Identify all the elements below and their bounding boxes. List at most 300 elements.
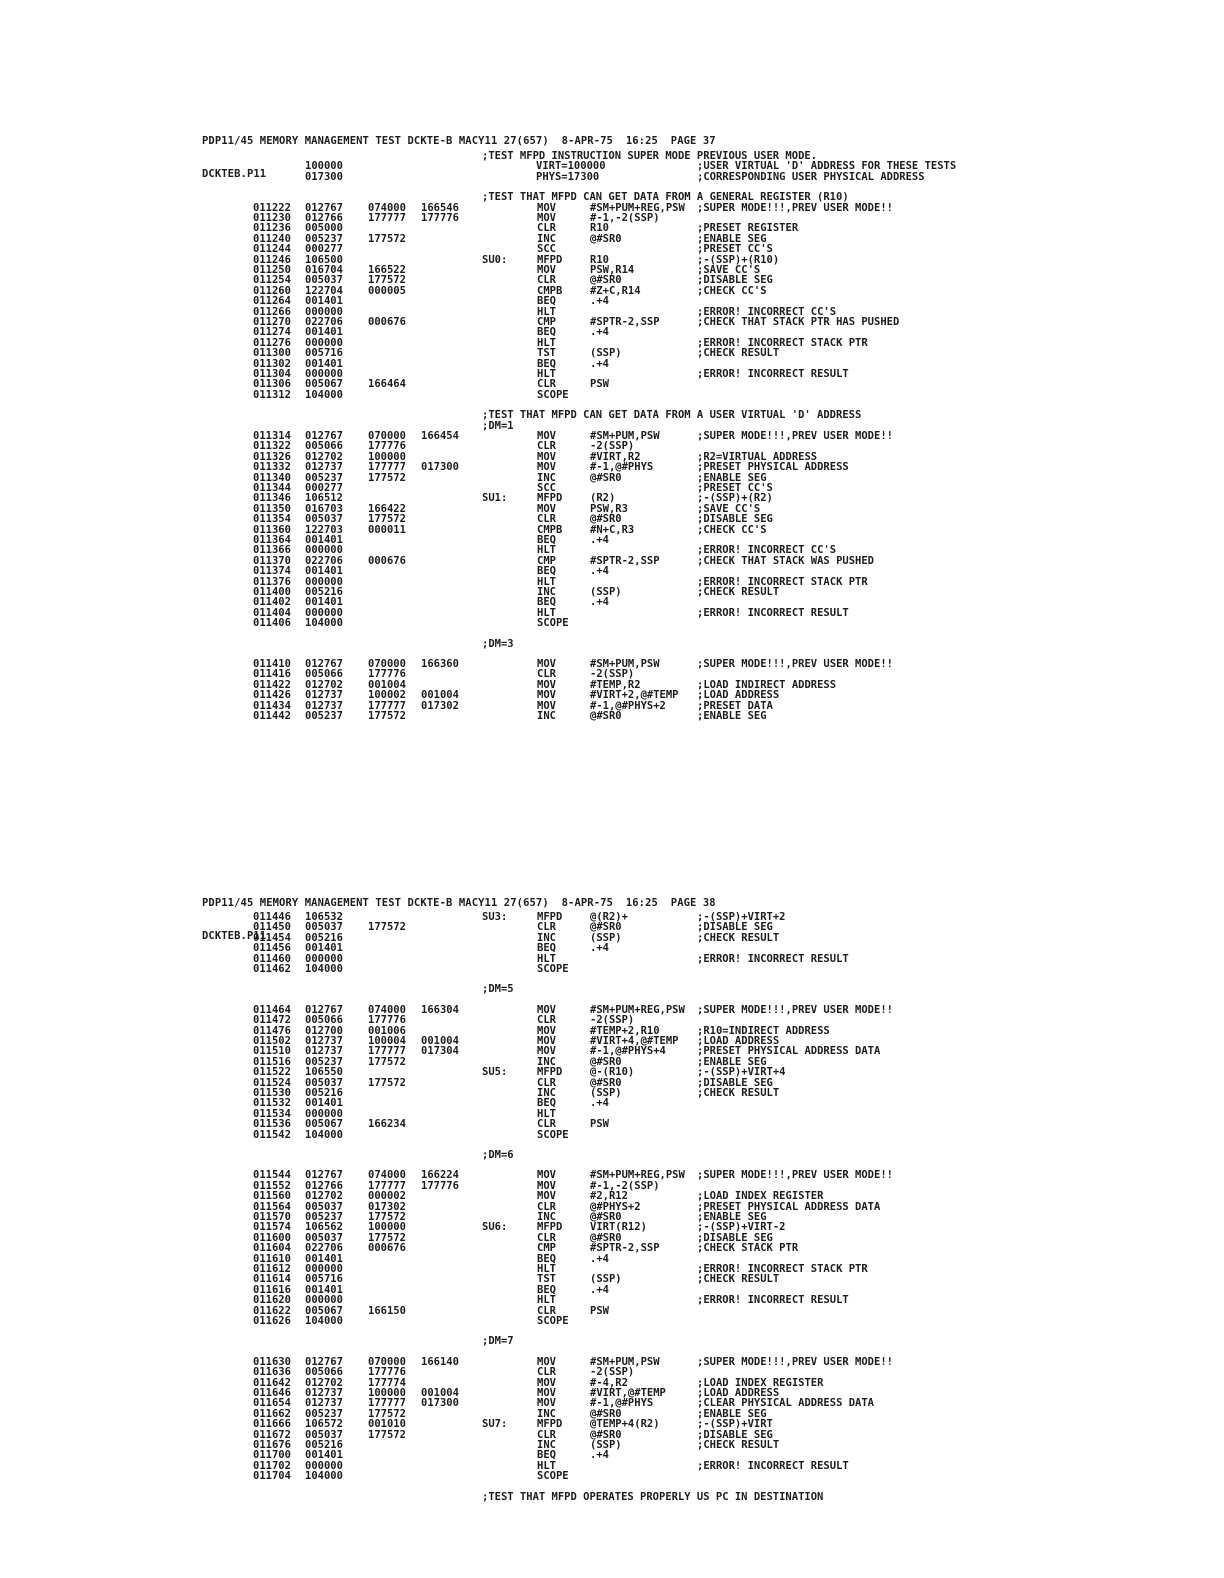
word2-field: 000676 [368,554,406,567]
expression-field: VIRT=100000 [536,160,606,173]
opcode-field: HLT [537,952,556,965]
opcode-field: HLT [537,606,556,619]
word1-field: 012702 [305,1376,343,1389]
operand-field: PSW [590,1118,609,1131]
word2-field: 166522 [368,264,406,276]
location-field: 011636 [253,1366,291,1379]
word2-field: 177572 [368,1231,406,1244]
word1-field: 104000 [305,1315,343,1327]
word2-field: 177572 [368,471,406,484]
word1-field: 106512 [305,492,343,505]
operand-field: #SPTR-2,SSP [590,316,660,328]
opcode-field: MOV [537,1397,556,1410]
comment-field: ;LOAD ADDRESS [697,1387,780,1399]
word2-field: 100000 [368,1387,406,1399]
location-field: 011266 [253,305,291,318]
opcode-field: MOV [537,1045,556,1058]
word1-field: 012737 [305,1035,343,1047]
comment-line [0,1335,1224,1347]
word2-field: 177776 [368,668,406,681]
opcode-field: BEQ [537,357,556,370]
word2-field: 177572 [368,1428,406,1441]
comment-field: ;SAVE CC'S [697,502,761,515]
word1-field: 005716 [305,1273,343,1286]
operand-field: #2,R12 [590,1190,628,1203]
opcode-field: SCOPE [537,1470,569,1483]
opcode-field: BEQ [537,1283,556,1296]
word3-field: 166546 [421,201,459,214]
operand-field: .+4 [590,1097,609,1110]
comment-field: ;CHECK CC'S [697,523,767,536]
operand-field: @#SR0 [590,274,622,287]
opcode-field: SCC [537,482,556,494]
comment-field: ;PRESET PHYSICAL ADDRESS DATA [697,1200,881,1213]
operand-field: #SM+PUM,PSW [590,430,660,442]
comment-field: ;R2=VIRTUAL ADDRESS [697,450,818,463]
opcode-field: MOV [537,1169,556,1182]
opcode-field: CLR [537,440,556,453]
operand-field: #-1,@#PHYS+4 [590,1045,666,1058]
operand-field: @-(R10) [590,1066,635,1079]
word2-field: 100000 [368,450,406,463]
opcode-field: SCOPE [537,1128,569,1141]
opcode-field: MOV [537,264,556,276]
operand-field: @#SR0 [590,1076,622,1089]
opcode-field: CLR [537,1231,556,1244]
word3-field: 166224 [421,1169,459,1182]
opcode-field: CLR [537,668,556,681]
word1-field: 005037 [305,1231,343,1244]
opcode-field: INC [537,1407,556,1420]
word2-field: 177776 [368,440,406,453]
word1-field: 012737 [305,689,343,702]
operand-field: #-1,-2(SSP) [590,212,660,224]
location-field: 011560 [253,1190,291,1203]
operand-field: .+4 [590,942,609,955]
operand-field: #SM+PUM+REG,PSW [590,1003,685,1016]
operand-field: #N+C,R3 [590,523,635,536]
word1-field: 000000 [305,1294,343,1307]
comment-text: ;DM=7 [482,1335,514,1348]
word1-field: 000000 [305,336,343,349]
comment-field: ;-(SSP)+VIRT-2 [697,1221,786,1234]
comment-text: ;DM=3 [482,637,514,650]
opcode-field: INC [537,1211,556,1223]
comment-field: ;PRESET PHYSICAL ADDRESS [697,461,849,474]
opcode-field: MOV [537,450,556,463]
operand-field: PSW [590,1304,609,1317]
operand-field: #VIRT,@#TEMP [590,1387,666,1399]
word1-field: 000000 [305,952,343,965]
word3-field: 177776 [421,1179,459,1192]
word2-field: 177774 [368,1376,406,1389]
opcode-field: BEQ [537,1252,556,1265]
word2-field: 177572 [368,1076,406,1089]
word2-field: 001004 [368,678,406,691]
location-field: 011600 [253,1231,291,1244]
word1-field: 012702 [305,450,343,463]
opcode-field: MFPD [537,253,563,266]
word2-field: 017302 [368,1200,406,1213]
word2-field: 177572 [368,513,406,526]
word3-field: 166304 [421,1003,459,1016]
location-field: 011610 [253,1252,291,1265]
location-field: 011360 [253,523,291,536]
opcode-field: BEQ [537,942,556,955]
word3-field: 001004 [421,689,459,702]
word1-field: 001401 [305,1283,343,1296]
comment-field: ;ENABLE SEG [697,1211,767,1223]
opcode-field: MOV [537,430,556,442]
word1-field: 005037 [305,1428,343,1441]
operand-field: .+4 [590,1449,609,1462]
word1-field: 005066 [305,668,343,681]
comment-field: ;ERROR! INCORRECT RESULT [697,1459,849,1472]
word1-field: 022706 [305,316,343,328]
comment-field: ;ERROR! INCORRECT STACK PTR [697,1263,868,1275]
word1-field: 104000 [305,1470,343,1483]
location-field: 011406 [253,617,291,630]
location-field: 011626 [253,1315,291,1327]
location-field: 011274 [253,326,291,339]
word1-field: 122704 [305,284,343,297]
operand-field: .+4 [590,1252,609,1265]
location-field: 011340 [253,471,291,484]
word2-field: 177572 [368,921,406,934]
word2-field: 177777 [368,1179,406,1192]
operand-field: .+4 [590,534,609,546]
comment-field: ;DISABLE SEG [697,513,773,526]
word1-field: 001401 [305,1449,343,1462]
location-field: 011376 [253,575,291,588]
word1-field: 000000 [305,544,343,557]
word1-field: 005237 [305,471,343,484]
word2-field: 177572 [368,1407,406,1420]
location-field: 011524 [253,1076,291,1089]
word3-field: 177776 [421,212,459,224]
comment-field: ;CHECK RESULT [697,1087,780,1099]
opcode-field: SCOPE [537,1315,569,1327]
location-field: 011564 [253,1200,291,1213]
location-field: 011442 [253,710,291,722]
operand-field: -2(SSP) [590,1366,635,1379]
location-field: 011476 [253,1024,291,1037]
opcode-field: HLT [537,1459,556,1472]
location-field: 011702 [253,1459,291,1472]
word1-field: 005216 [305,1087,343,1099]
location-field: 011700 [253,1449,291,1462]
operand-field: @#SR0 [590,1055,622,1068]
word2-field: 070000 [368,1355,406,1368]
location-field: 011402 [253,596,291,609]
word1-field: 005066 [305,440,343,453]
operand-field: @(R2)+ [590,911,628,923]
comment-field: ;CHECK THAT STACK PTR HAS PUSHED [697,316,900,328]
opcode-field: CLR [537,1076,556,1089]
location-field: 011542 [253,1128,291,1141]
opcode-field: MOV [537,1179,556,1192]
opcode-field: BEQ [537,326,556,339]
location-field: 011260 [253,284,291,297]
word1-field: 000000 [305,305,343,318]
word2-field: 100002 [368,689,406,702]
location-field: 011534 [253,1107,291,1120]
word1-field: 012766 [305,1179,343,1192]
word3-field: 001004 [421,1035,459,1047]
location-field: 011672 [253,1428,291,1441]
location-field: 011222 [253,201,291,214]
word1-field: 000000 [305,575,343,588]
comment-field: ;CORRESPONDING USER PHYSICAL ADDRESS [697,170,925,183]
word1-field: 122703 [305,523,343,536]
word1-field: 012767 [305,1003,343,1016]
operand-field: @#SR0 [590,513,622,526]
operand-field: VIRT(R12) [590,1221,647,1234]
word2-field: 100000 [368,1221,406,1234]
comment-field: ;ENABLE SEG [697,232,767,245]
comment-field: ;CHECK RESULT [697,1273,780,1286]
operand-field: PSW,R3 [590,502,628,515]
operand-field: #VIRT,R2 [590,450,641,463]
location-field: 011246 [253,253,291,266]
location-field: 011510 [253,1045,291,1058]
word1-field: 005216 [305,586,343,598]
word1-field: 017300 [305,170,343,183]
comment-field: ;ENABLE SEG [697,1055,767,1068]
word3-field: 017300 [421,461,459,474]
comment-line [0,1491,1224,1503]
comment-field: ;SUPER MODE!!!,PREV USER MODE!! [697,1003,893,1016]
word2-field: 166150 [368,1304,406,1317]
word2-field: 000002 [368,1190,406,1203]
location-field: 011530 [253,1087,291,1099]
word1-field: 012767 [305,430,343,442]
word1-field: 000000 [305,368,343,380]
opcode-field: HLT [537,368,556,380]
comment-text: ;TEST THAT MFPD OPERATES PROPERLY US PC IN DESTINATION [482,1490,824,1503]
comment-field: ;-(SSP)+VIRT [697,1418,773,1431]
opcode-field: CLR [537,1014,556,1027]
location-field: 011276 [253,336,291,349]
location-field: 011236 [253,222,291,235]
comment-field: ;-(SSP)+(R10) [697,253,780,266]
expression-field: PHYS=17300 [536,170,600,183]
word2-field: 177777 [368,212,406,224]
opcode-field: MOV [537,502,556,515]
location-field: 011620 [253,1294,291,1307]
comment-field: ;ENABLE SEG [697,1407,767,1420]
word1-field: 005237 [305,1211,343,1223]
operand-field: R10 [590,253,609,266]
comment-field: ;CHECK CC'S [697,284,767,297]
comment-field: ;ERROR! INCORRECT STACK PTR [697,336,868,349]
operand-field: #SM+PUM,PSW [590,1355,660,1368]
opcode-field: HLT [537,1294,556,1307]
location-field: 011614 [253,1273,291,1286]
operand-field: #-1,-2(SSP) [590,1179,660,1192]
comment-field: ;CHECK THAT STACK WAS PUSHED [697,554,875,567]
operand-field: #SPTR-2,SSP [590,554,660,567]
opcode-field: MOV [537,1355,556,1368]
comment-field: ;SUPER MODE!!!,PREV USER MODE!! [697,1355,893,1368]
location-field: 011464 [253,1003,291,1016]
comment-field: ;USER VIRTUAL 'D' ADDRESS FOR THESE TESTS [697,160,957,173]
operand-field: (SSP) [590,1439,622,1451]
operand-field: #SM+PUM,PSW [590,658,660,670]
word3-field: 166360 [421,658,459,670]
word2-field: 100004 [368,1035,406,1047]
opcode-field: INC [537,586,556,598]
operand-field: @#SR0 [590,1428,622,1441]
location-field: 011654 [253,1397,291,1410]
opcode-field: CLR [537,222,556,235]
word2-field: 166422 [368,502,406,515]
comment-field: ;ERROR! INCORRECT RESULT [697,368,849,380]
operand-field: @#SR0 [590,1407,622,1420]
operand-field: #SPTR-2,SSP [590,1242,660,1255]
word1-field: 005067 [305,1304,343,1317]
word2-field: 001006 [368,1024,406,1037]
operand-field: @#SR0 [590,1211,622,1223]
opcode-field: MOV [537,201,556,214]
location-field: 011516 [253,1055,291,1068]
comment-field: ;ERROR! INCORRECT RESULT [697,606,849,619]
page-title: PDP11/45 MEMORY MANAGEMENT TEST DCKTE-B MACY11 27(657) 8-APR-75 16:25 PAGE 38 [202,897,716,909]
location-field: 011450 [253,921,291,934]
location-field: 011446 [253,911,291,923]
word3-field: 017300 [421,1397,459,1410]
word1-field: 000000 [305,1459,343,1472]
location-field: 011230 [253,212,291,224]
word1-field: 005037 [305,513,343,526]
word2-field: 177776 [368,1014,406,1027]
word3-field: 166140 [421,1355,459,1368]
location-field: 011622 [253,1304,291,1317]
opcode-field: BEQ [537,1449,556,1462]
location-field: 011302 [253,357,291,370]
word2-field: 166464 [368,378,406,391]
comment-field: ;LOAD ADDRESS [697,1035,780,1047]
opcode-field: MOV [537,461,556,474]
comment-field: ;ENABLE SEG [697,471,767,484]
operand-field: (R2) [590,492,616,505]
opcode-field: TST [537,347,556,360]
comment-field: ;LOAD INDIRECT ADDRESS [697,678,837,691]
word1-field: 012702 [305,678,343,691]
opcode-field: CMP [537,316,556,328]
location-field: 011314 [253,430,291,442]
comment-field: ;SUPER MODE!!!,PREV USER MODE!! [697,1169,893,1182]
opcode-field: INC [537,1055,556,1068]
opcode-field: CMP [537,554,556,567]
opcode-field: MOV [537,678,556,691]
location-field: 011532 [253,1097,291,1110]
operand-field: R10 [590,222,609,235]
comment-field: ;ERROR! INCORRECT RESULT [697,1294,849,1307]
word2-field: 177572 [368,274,406,287]
file-name: DCKTEB.P11 [202,168,267,180]
comment-text: ;TEST THAT MFPD CAN GET DATA FROM A GENERAL REGISTER (R10) [482,191,849,204]
word2-field: 177572 [368,1211,406,1223]
operand-field: .+4 [590,596,609,609]
location-field: 011416 [253,668,291,681]
comment-field: ;ENABLE SEG [697,710,767,722]
location-field: 011434 [253,699,291,712]
location-field: 011426 [253,689,291,702]
opcode-field: CMPB [537,284,563,297]
opcode-field: BEQ [537,565,556,578]
location-field: 011364 [253,534,291,546]
word2-field: 177777 [368,461,406,474]
location-field: 011454 [253,931,291,944]
opcode-field: CLR [537,274,556,287]
location-field: 011410 [253,658,291,670]
word1-field: 001401 [305,534,343,546]
opcode-field: CMPB [537,523,563,536]
comment-field: ;DISABLE SEG [697,1428,773,1441]
opcode-field: TST [537,1273,556,1286]
comment-field: ;CHECK STACK PTR [697,1242,799,1255]
opcode-field: MFPD [537,492,563,505]
location-field: 011326 [253,450,291,463]
word1-field: 001401 [305,326,343,339]
comment-field: ;LOAD ADDRESS [697,689,780,702]
operand-field: #TEMP+2,R10 [590,1024,660,1037]
word1-field: 005037 [305,1200,343,1213]
location-field: 011544 [253,1169,291,1182]
comment-text: ;TEST MFPD INSTRUCTION SUPER MODE PREVIOUS USER MODE. [482,150,818,162]
opcode-field: BEQ [537,596,556,609]
opcode-field: MFPD [537,911,563,923]
word1-field: 005237 [305,1055,343,1068]
word1-field: 005237 [305,232,343,245]
opcode-field: MOV [537,212,556,224]
operand-field: PSW [590,378,609,391]
word1-field: 012767 [305,1169,343,1182]
word2-field: 177777 [368,1397,406,1410]
comment-field: ;CLEAR PHYSICAL ADDRESS DATA [697,1397,875,1410]
word1-field: 016704 [305,264,343,276]
word1-field: 001401 [305,1252,343,1265]
opcode-field: MOV [537,1387,556,1399]
word1-field: 000277 [305,482,343,494]
opcode-field: CLR [537,1428,556,1441]
location-field: 011300 [253,347,291,360]
word3-field: 017302 [421,699,459,712]
comment-field: ;ERROR! INCORRECT CC'S [697,544,837,557]
location-field: 011344 [253,482,291,494]
word2-field: 074000 [368,1169,406,1182]
comment-field: ;DISABLE SEG [697,274,773,287]
word1-field: 005066 [305,1366,343,1379]
word1-field: 012767 [305,1355,343,1368]
operand-field: @#SR0 [590,710,622,722]
word1-field: 005066 [305,1014,343,1027]
word1-field: 001401 [305,596,343,609]
word1-field: 005237 [305,710,343,722]
operand-field: @TEMP+4(R2) [590,1418,660,1431]
comment-field: ;ERROR! INCORRECT RESULT [697,952,849,965]
comment-text: ;DM=1 [482,419,514,432]
location-field: 011612 [253,1263,291,1275]
operand-field: #TEMP,R2 [590,678,641,691]
word1-field: 106572 [305,1418,343,1431]
word1-field: 005067 [305,378,343,391]
comment-field: ;SUPER MODE!!!,PREV USER MODE!! [697,658,893,670]
operand-field: @#PHYS+2 [590,1200,641,1213]
location-field: 011244 [253,243,291,256]
location-field: 011642 [253,1376,291,1389]
